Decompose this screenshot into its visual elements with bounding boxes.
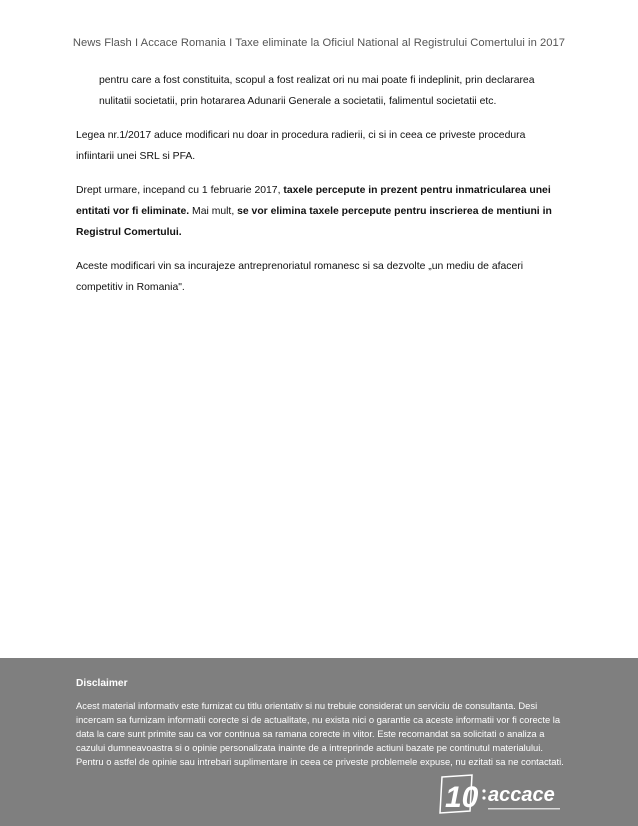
paragraph-3-connector: Mai mult,: [189, 206, 238, 217]
paragraph-3: [76, 180, 564, 243]
logo-badge-number: 10: [445, 781, 479, 814]
paragraph-3-highlight-2: se vor elimina taxele percepute pentru inscrierea de mentiuni in Registrul Comertului.: [76, 206, 552, 238]
paragraph-3-intro: Drept urmare, incepand cu 1 februarie 2017,: [76, 185, 284, 196]
paragraph-1-line-1: pentru care a fost constituita, scopul a fost realizat ori nu mai poate fi indeplinit, prin declararea: [99, 75, 535, 86]
paragraph-4: Aceste modificari vin sa incurajeze antreprenoriatul romanesc si sa dezvolte „un mediu de afaceri competitiv in Romania".: [76, 261, 524, 293]
logo-wordmark: accace: [488, 784, 555, 806]
running-header: News Flash I Accace Romania I Taxe eliminate la Oficiul National al Registrului Comertului in 2017: [72, 37, 566, 49]
article-body: [76, 70, 564, 298]
paragraph-1-line-2: nulitatii societatii, prin hotararea Adunarii Generale a societatii, falimentul societatii etc.: [99, 96, 497, 107]
disclaimer-text: Acest material informativ este furnizat cu titlu orientativ si nu trebuie considerat un serviciu de consultanta. Desi incercam sa furnizam informatii corecte si de actualitate, nu exista nici o garantie ca aceste informatii vor fi corecte la data la care sunt primite sau ca vor continua sa ramana corecte in viitor. Este recomandat sa solicitati o analiza a cazului dumneavoastra si o opinie personalizata inainte de a intreprinde actiuni bazate pe continutul materialului. Pentru o astfel de opinie sau intrebari suplimentare in ceea ce priveste problemele expuse, nu ezitati sa ne contactati.: [76, 700, 564, 767]
accace-logo-icon: [436, 773, 566, 817]
paragraph-3-highlight-1: taxele percepute in prezent pentru inmatricularea unei entitati vor fi eliminate.: [76, 185, 551, 217]
disclaimer-title: Disclaimer: [76, 678, 128, 689]
paragraph-2: Legea nr.1/2017 aduce modificari nu doar in procedura radierii, ci si in ceea ce priveste procedura infiintarii unei SRL si PFA.: [76, 130, 526, 162]
disclaimer-panel: [0, 658, 638, 826]
